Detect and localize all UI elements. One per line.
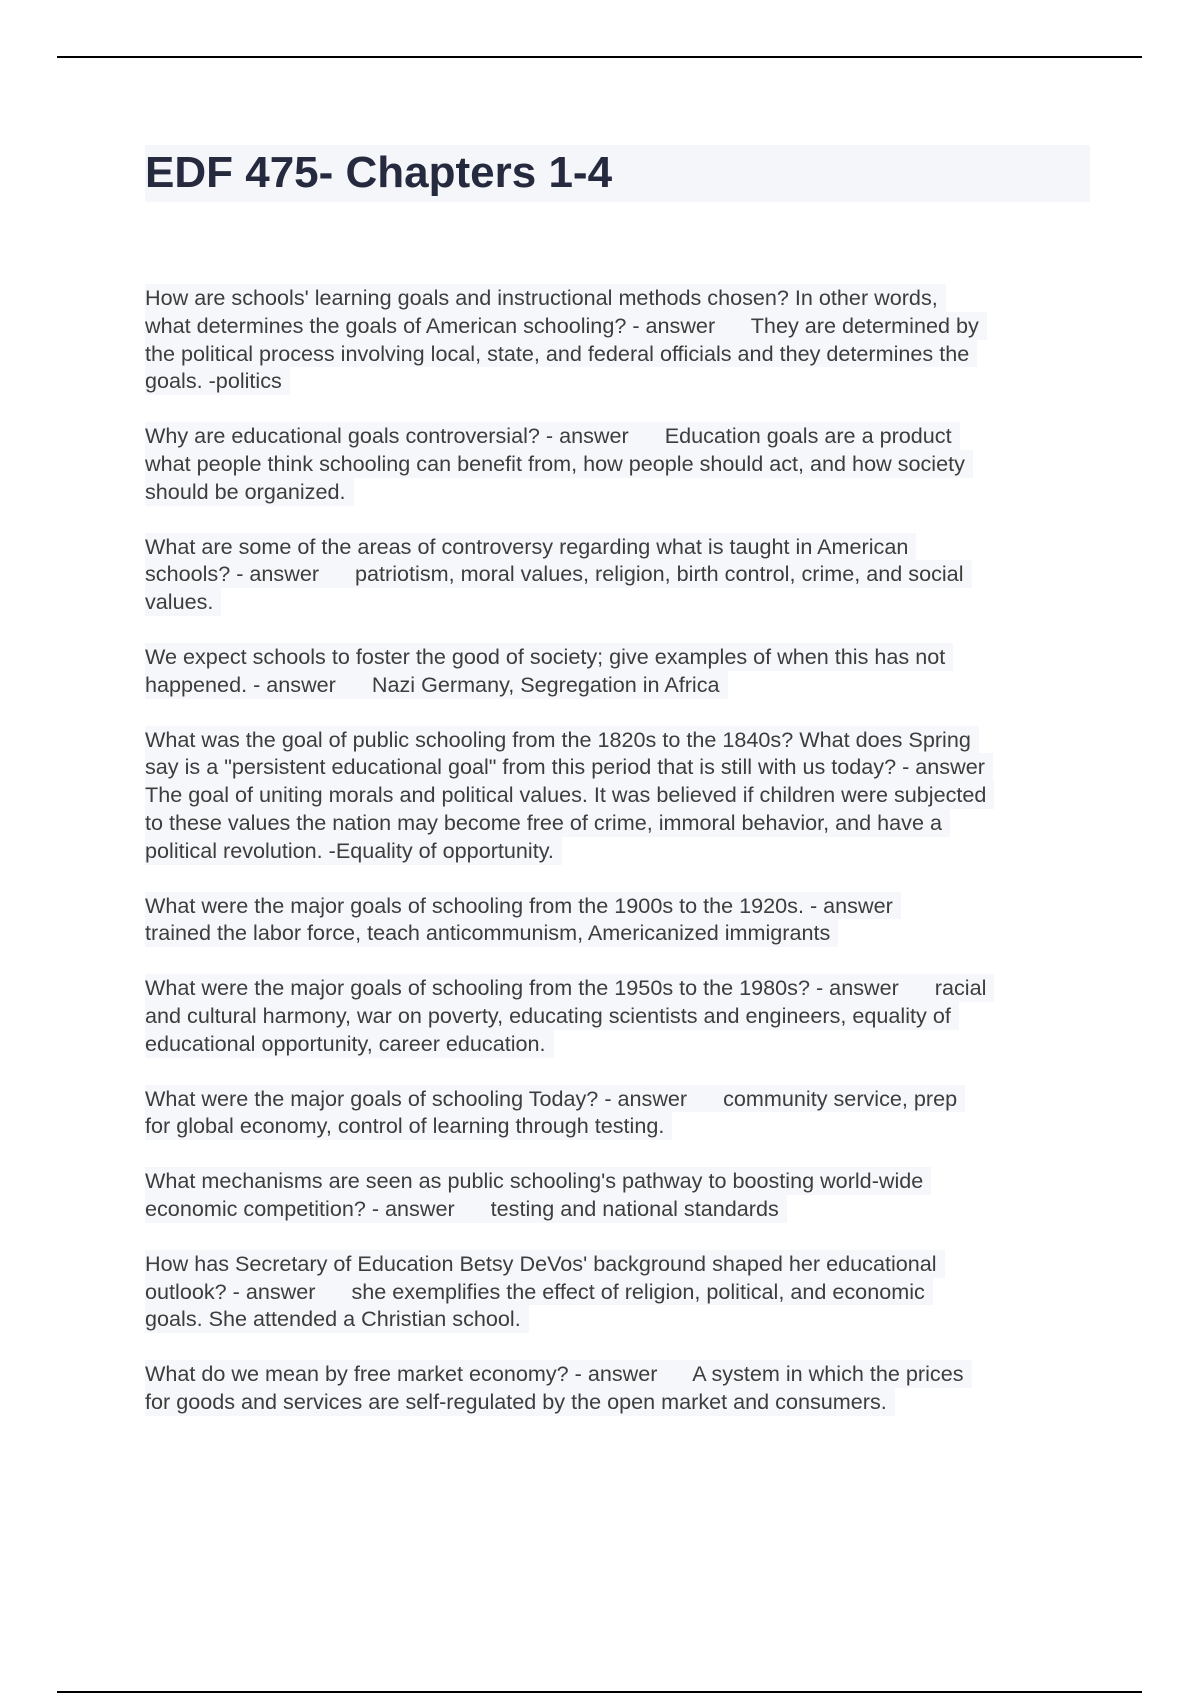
qa-line: the political process involving local, state, and federal officials and they determines the: [145, 340, 977, 368]
qa-line: trained the labor force, teach anticommunism, Americanized immigrants: [145, 919, 838, 947]
qa-line: happened. - answer Nazi Germany, Segregation in Africa: [145, 671, 728, 699]
qa-line: The goal of uniting morals and political values. It was believed if children were subjected: [145, 781, 994, 809]
qa-line: goals. -politics: [145, 367, 290, 395]
bottom-rule: [57, 1691, 1142, 1693]
top-rule: [57, 56, 1142, 58]
qa-list: [145, 284, 1095, 1443]
qa-line: What do we mean by free market economy? - answer A system in which the prices: [145, 1360, 972, 1388]
qa-line: what people think schooling can benefit from, how people should act, and how society: [145, 450, 973, 478]
qa-line: What mechanisms are seen as public schooling's pathway to boosting world-wide: [145, 1167, 931, 1195]
qa-line: values.: [145, 588, 221, 616]
qa-line: say is a "persistent educational goal" from this period that is still with us today? - answer: [145, 753, 993, 781]
page-title: EDF 475- Chapters 1-4: [145, 148, 613, 197]
qa-line: political revolution. -Equality of opportunity.: [145, 837, 562, 865]
qa-line: economic competition? - answer testing and national standards: [145, 1195, 787, 1223]
qa-item: [145, 974, 1095, 1057]
qa-line: should be organized.: [145, 478, 354, 506]
qa-line: What are some of the areas of controversy regarding what is taught in American: [145, 533, 916, 561]
qa-item: [145, 726, 1095, 865]
qa-item: [145, 422, 1095, 505]
qa-line: We expect schools to foster the good of society; give examples of when this has not: [145, 643, 953, 671]
qa-line: outlook? - answer she exemplifies the effect of religion, political, and economic: [145, 1278, 933, 1306]
qa-line: for global economy, control of learning through testing.: [145, 1112, 672, 1140]
title-block: [145, 145, 1090, 202]
qa-line: How has Secretary of Education Betsy DeVos' background shaped her educational: [145, 1250, 945, 1278]
qa-item: [145, 1167, 1095, 1223]
qa-item: [145, 284, 1095, 395]
qa-line: and cultural harmony, war on poverty, educating scientists and engineers, equality of: [145, 1002, 959, 1030]
qa-item: [145, 643, 1095, 699]
qa-line: What were the major goals of schooling from the 1950s to the 1980s? - answer racial: [145, 974, 994, 1002]
qa-line: What were the major goals of schooling from the 1900s to the 1920s. - answer: [145, 892, 901, 920]
qa-line: What were the major goals of schooling Today? - answer community service, prep: [145, 1085, 965, 1113]
qa-item: [145, 892, 1095, 948]
qa-item: [145, 1250, 1095, 1333]
qa-line: goals. She attended a Christian school.: [145, 1305, 529, 1333]
qa-line: Why are educational goals controversial? - answer Education goals are a product: [145, 422, 960, 450]
qa-item: [145, 533, 1095, 616]
qa-item: [145, 1085, 1095, 1141]
qa-line: to these values the nation may become free of crime, immoral behavior, and have a: [145, 809, 950, 837]
qa-line: schools? - answer patriotism, moral values, religion, birth control, crime, and social: [145, 560, 972, 588]
qa-line: educational opportunity, career education.: [145, 1030, 554, 1058]
qa-line: what determines the goals of American schooling? - answer They are determined by: [145, 312, 987, 340]
qa-line: How are schools' learning goals and instructional methods chosen? In other words,: [145, 284, 946, 312]
qa-line: for goods and services are self-regulated by the open market and consumers.: [145, 1388, 895, 1416]
qa-line: What was the goal of public schooling from the 1820s to the 1840s? What does Spring: [145, 726, 979, 754]
qa-item: [145, 1360, 1095, 1416]
